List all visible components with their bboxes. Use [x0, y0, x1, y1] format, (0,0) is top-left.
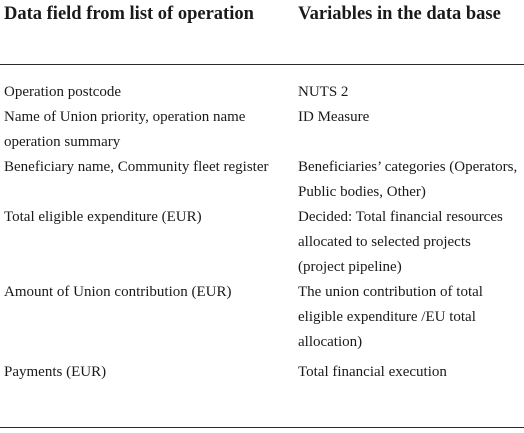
table-row [0, 155, 524, 205]
row-field: Amount of Union contribution (EUR) [4, 284, 232, 300]
row-field: Operation postcode [4, 84, 122, 100]
table-row [0, 105, 524, 155]
table-body [0, 80, 524, 385]
table-row [0, 80, 524, 105]
row-variable: Total financial execution [298, 364, 447, 380]
row-variable: Beneficiaries’ categories (Operators, Public bodies, Other) [298, 159, 518, 200]
table-row [0, 280, 524, 360]
row-field: Payments (EUR) [4, 364, 107, 380]
table-bottom-rule [0, 427, 524, 428]
row-variable: NUTS 2 [298, 84, 349, 100]
row-variable: The union contribution of total eligible expenditure /EU total allocation) [298, 284, 483, 350]
header-variables: Variables in the data base [298, 4, 501, 24]
row-field: Beneficiary name, Community fleet register [4, 159, 269, 175]
table-header [0, 0, 524, 65]
table-row [0, 205, 524, 280]
table-row [0, 360, 524, 385]
header-data-field: Data field from list of operation [4, 4, 254, 24]
row-field: Total eligible expenditure (EUR) [4, 209, 202, 225]
row-variable: Decided: Total financial resources allocated to selected projects (project pipeline) [298, 209, 503, 275]
row-variable: ID Measure [298, 109, 370, 125]
row-field: Name of Union priority, operation name operation summary [4, 109, 246, 150]
